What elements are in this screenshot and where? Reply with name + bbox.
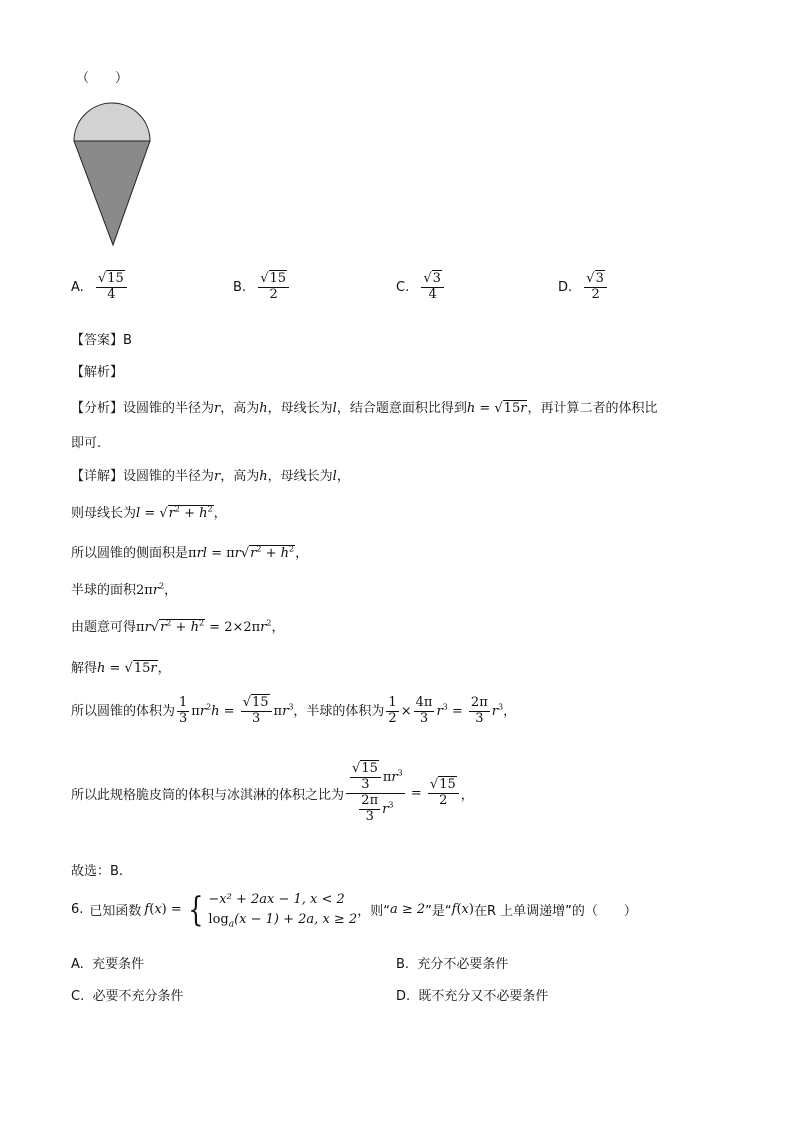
fenxi-line-1: 【分析】设圆锥的半径为r，高为h，母线长为l，结合题意面积比得到h = √15r，再计算二者的体积比: [71, 401, 658, 416]
step-5: 解得h = √15r，: [71, 661, 171, 676]
option-d[interactable]: D. $\frac{√3}{2}$: [558, 272, 609, 303]
q6-option-b[interactable]: B. 充分不必要条件: [396, 957, 509, 972]
ice-cream-cone-figure: [72, 100, 154, 250]
step-6: 所以圆锥的体积为 $\frac{1}{3}$ $\pi r^2h$ = $\frac{√15}{3}$ $\pi r^3$，半球的体积为 $\frac{1}{2}$ × $\frac{4\pi}{3}$ $r^3$ = $\frac{2\pi}{3}$ $r^3$，: [71, 695, 517, 726]
answer-line: 【答案】B: [71, 333, 132, 348]
q6-option-d[interactable]: D. 既不充分又不必要条件: [396, 989, 549, 1004]
q6-option-c[interactable]: C. 必要不充分条件: [71, 989, 184, 1004]
cone-shape: [74, 141, 150, 245]
option-c[interactable]: C. $\frac{√3}{4}$: [396, 272, 446, 303]
xiangjie-line: 【详解】设圆锥的半径为r，高为h，母线长为l，: [71, 469, 350, 484]
step-4: 由题意可得$\pi r√r^2 + h^2 = 2\times 2\pi r^2$，: [71, 618, 285, 635]
final-choice: 故选：B.: [71, 864, 124, 879]
fenxi-line-2: 即可.: [71, 436, 102, 451]
step-7: 所以此规格脆皮筒的体积与冰淇淋的体积之比为 $\frac{√15}{3}$ $\pi r^3$ $\frac{2\pi}{3}$ $r^3$ = $\frac{√15}{2}$ ，: [71, 761, 474, 824]
step-3: 半球的面积$2\pi r^2$，: [71, 581, 178, 598]
hemisphere-shape: [74, 103, 150, 141]
question-6: 6. 已知函数 f(x) = { −x² + 2ax − 1, x < 2 $\log_a(x - 1) + 2a$, x ≥ 2 ，则“ a ≥ 2 ”是“ f(x) 在R 上单调递增”的（ ）: [71, 889, 637, 930]
step-1: 则母线长为$l = √r^2 + h^2$，: [71, 504, 227, 521]
analysis-heading: 【解析】: [71, 365, 124, 380]
piecewise-function: { −x² + 2ax − 1, x < 2 $\log_a(x - 1) + 2a$, x ≥ 2: [188, 889, 358, 930]
answer-paren: （ ）: [76, 71, 129, 86]
option-b[interactable]: B. $\frac{√15}{2}$: [233, 272, 291, 303]
option-a[interactable]: A. $\frac{√15}{4}$: [71, 272, 129, 303]
step-2: 所以圆锥的侧面积是$\pi rl = \pi r√r^2 + h^2$，: [71, 544, 309, 561]
q6-option-a[interactable]: A. 充要条件: [71, 957, 145, 972]
